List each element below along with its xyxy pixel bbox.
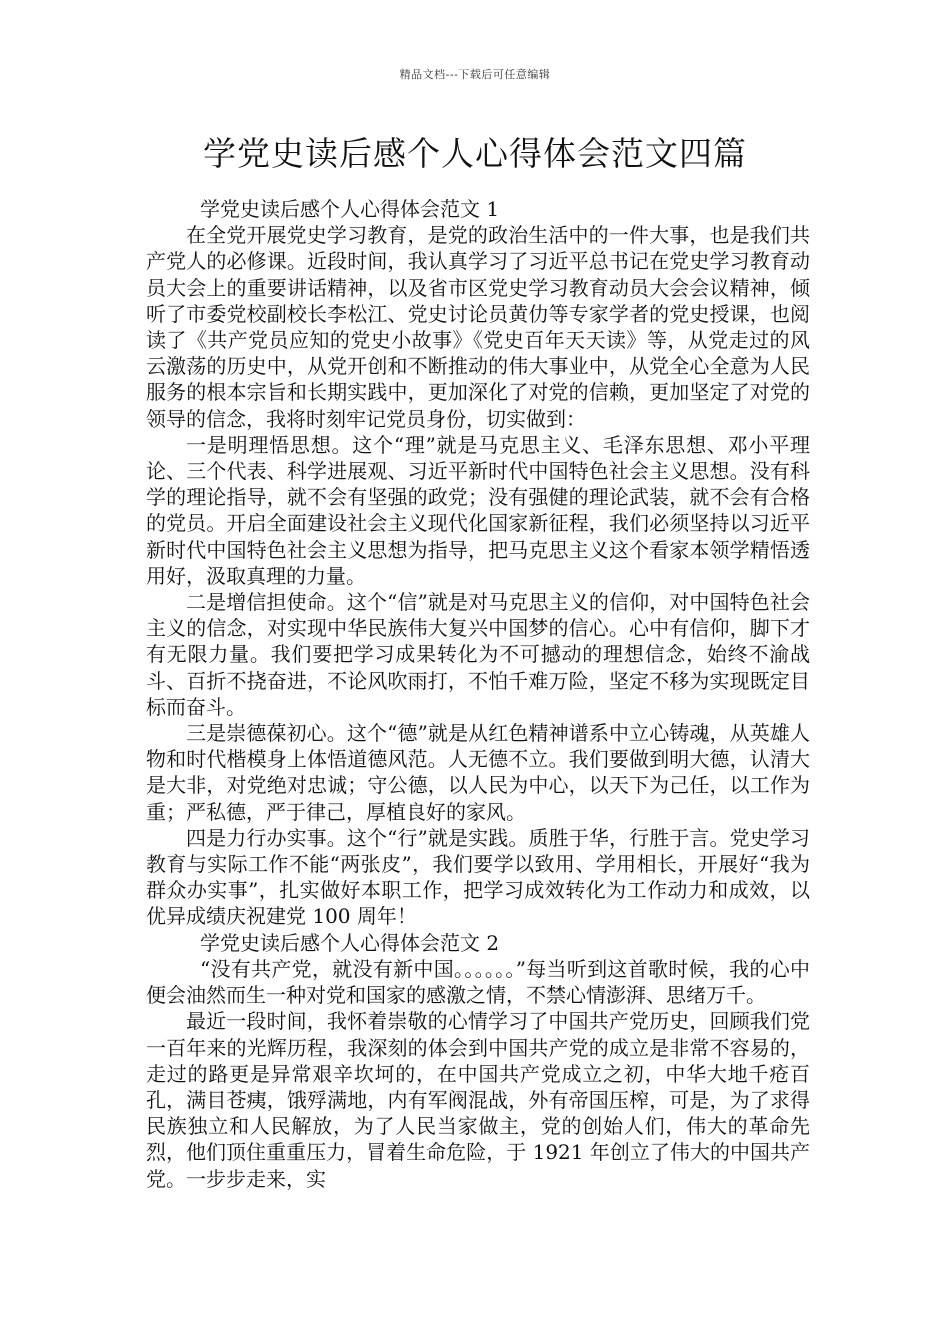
paragraph: 二是增信担使命。这个“信”就是对马克思主义的信仰，对中国特色社会主义的信念，对实现中华民族伟大复兴中国梦的信心。心中有信仰，脚下才有无限力量。我们要把学习成果转化为不可撼动的理想信念，始终不渝战斗、百折不挠奋进，不论风吹雨打，不怕千难万险，坚定不移为实现既定目标而奋斗。 xyxy=(146,590,810,719)
header-note: 精品文档---下载后可任意编辑 xyxy=(399,68,551,81)
document-body xyxy=(146,196,810,1192)
document-title: 学党史读后感个人心得体会范文四篇 xyxy=(203,134,747,173)
section-heading-2: 学党史读后感个人心得体会范文 2 xyxy=(200,930,500,955)
paragraph: 四是力行办实事。这个“行”就是实践。质胜于华，行胜于言。党史学习教育与实际工作不能“两张皮”，我们要学以致用、学用相长，开展好“我为群众办实事”，扎实做好本职工作，把学习成效转化为工作动力和成效，以优异成绩庆祝建党 100 周年！ xyxy=(146,825,810,929)
section-heading-1: 学党史读后感个人心得体会范文 1 xyxy=(200,197,500,221)
paragraph: 在全党开展党史学习教育，是党的政治生活中的一件大事，也是我们共产党人的必修课。近段时间，我认真学习了习近平总书记在党史学习教育动员大会上的重要讲话精神，以及省市区党史学习教育动员大会会议精神，倾听了市委党校副校长李松江、党史讨论员黄仂等专家学者的党史授课，也阅读了《共产党员应知的党史小故事》《党史百年天天读》等，从党走过的风云激荡的历史中，从党开创和不断推动的伟大事业中，从党全心全意为人民服务的根本宗旨和长期实践中，更加深化了对党的信赖，更加坚定了对党的领导的信念，我将时刻牢记党员身份，切实做到： xyxy=(146,223,810,431)
paragraph: 一是明理悟思想。这个“理”就是马克思主义、毛泽东思想、邓小平理论、三个代表、科学进展观、习近平新时代中国特色社会主义思想。没有科学的理论指导，就不会有坚强的政党；没有强健的理论武装，就不会有合格的党员。开启全面建设社会主义现代化国家新征程，我们必须坚持以习近平新时代中国特色社会主义思想为指导，把马克思主义这个看家本领学精悟透用好，汲取真理的力量。 xyxy=(146,432,810,588)
paragraph: 最近一段时间，我怀着崇敬的心情学习了中国共产党历史，回顾我们党一百年来的光辉历程，我深刻的体会到中国共产党的成立是非常不容易的，走过的路更是异常艰辛坎坷的，在中国共产党成立之初，中华大地千疮百孔，满目苍痍，饿殍满地，内有军阀混战，外有帝国压榨，可是，为了求得民族独立和人民解放，为了人民当家做主，党的创始人们，伟大的革命先烈，他们顶住重重压力，冒着生命危险，于 1921 年创立了伟大的中国共产党。一步步走来，实 xyxy=(146,1009,810,1191)
paragraph: 三是崇德葆初心。这个“德”就是从红色精神谱系中立心铸魂，从英雄人物和时代楷模身上体悟道德风范。人无德不立。我们要做到明大德，认清大是大非，对党绝对忠诚；守公德，以人民为中心，以天下为己任，以工作为重；严私德，严于律己，厚植良好的家风。 xyxy=(146,721,810,824)
paragraph: “没有共产党，就没有新中国。。。。。。”每当听到这首歌时候，我的心中便会油然而生一种对党和国家的感激之情，不禁心情澎湃、思绪万千。 xyxy=(146,956,810,1008)
